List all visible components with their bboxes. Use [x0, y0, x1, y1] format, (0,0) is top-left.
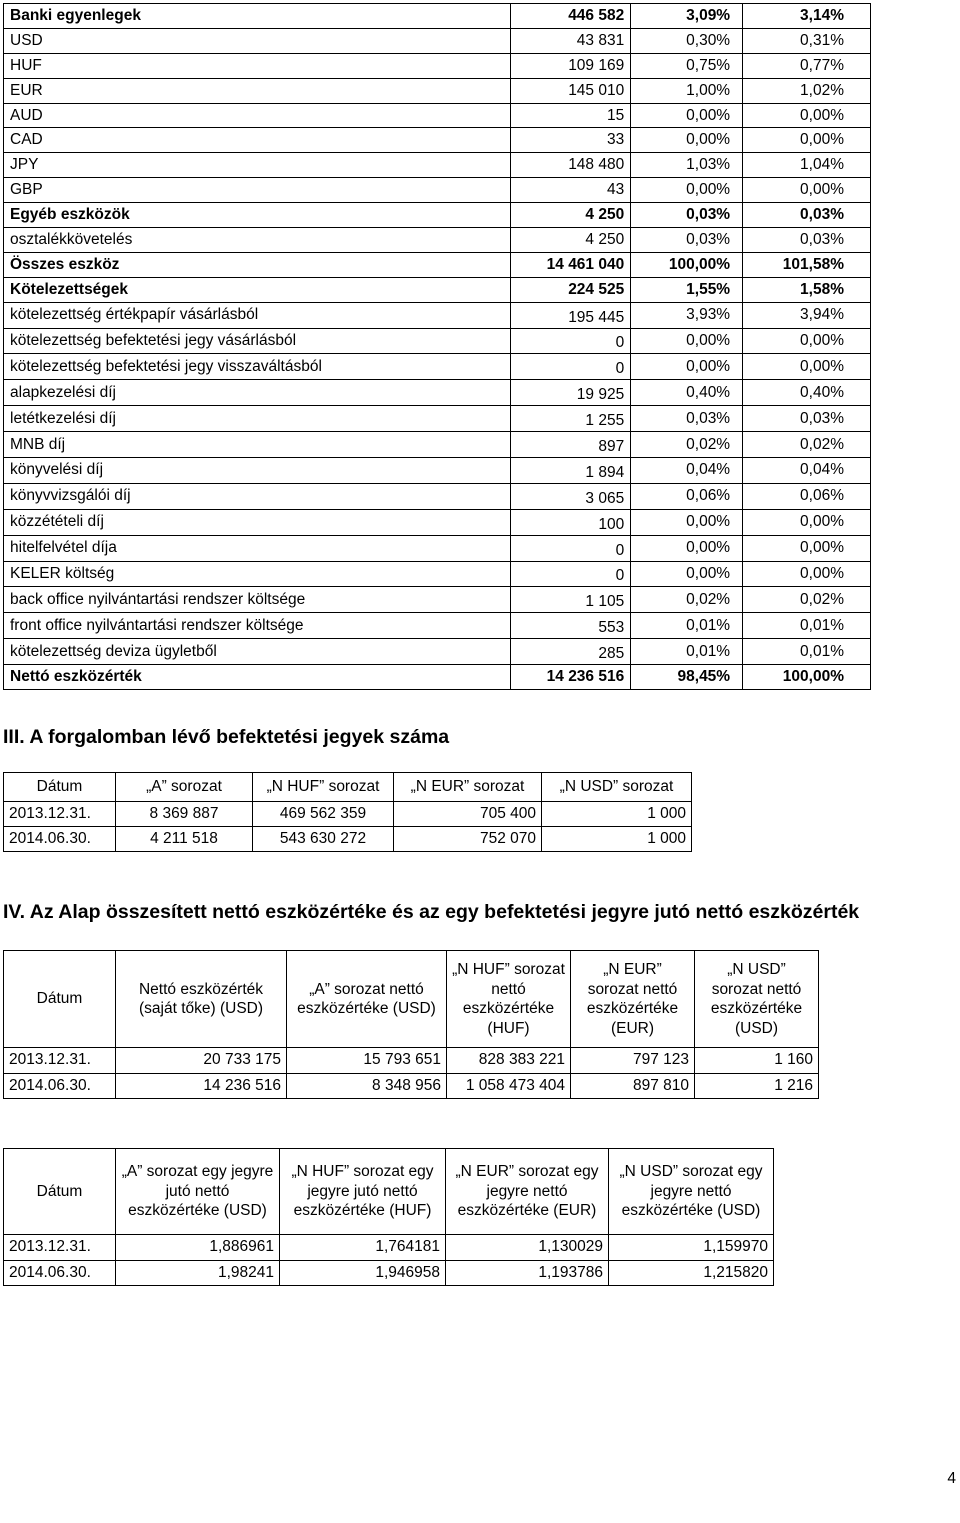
- net-asset-value-table: [3, 950, 819, 1099]
- table-row: [4, 277, 871, 302]
- row-percent: 0,06%: [631, 483, 743, 509]
- header-cell: Nettó eszközérték (saját tőke) (USD): [116, 951, 287, 1048]
- header-cell: „A” sorozat egy jegyre jutó nettó eszközértéke (USD): [116, 1149, 280, 1235]
- table-row: [4, 587, 871, 613]
- row-percent-alt: 0,03%: [743, 203, 871, 228]
- row-value: 446 582: [511, 4, 631, 29]
- row-label: letétkezelési díj: [4, 406, 511, 432]
- table-header-row: [4, 773, 692, 802]
- row-percent: 0,00%: [631, 354, 743, 380]
- header-cell: „N USD” sorozat nettó eszközértéke (USD): [695, 951, 819, 1048]
- value-cell: 8 369 887: [116, 802, 253, 827]
- header-cell: „A” sorozat nettó eszközértéke (USD): [287, 951, 447, 1048]
- header-cell: „N HUF” sorozat: [253, 773, 394, 802]
- row-label: kötelezettség befektetési jegy visszaváltásból: [4, 354, 511, 380]
- value-cell: 1,764181: [280, 1235, 446, 1261]
- table-row: [4, 665, 871, 690]
- header-cell: Dátum: [4, 773, 116, 802]
- row-percent: 3,93%: [631, 302, 743, 328]
- header-cell: „N HUF” sorozat egy jegyre jutó nettó eszközértéke (HUF): [280, 1149, 446, 1235]
- table-row: [4, 328, 871, 354]
- table-row: [4, 128, 871, 153]
- row-percent: 0,30%: [631, 28, 743, 53]
- row-value: 109 169: [511, 53, 631, 78]
- row-percent: 100,00%: [631, 252, 743, 277]
- table-row: [4, 458, 871, 484]
- page-number: 4: [947, 1470, 956, 1487]
- row-value: 0: [511, 354, 631, 380]
- table-row: [4, 827, 692, 852]
- row-label: GBP: [4, 178, 511, 203]
- row-percent-alt: 100,00%: [743, 665, 871, 690]
- row-percent: 1,03%: [631, 153, 743, 178]
- row-label: kötelezettség deviza ügyletből: [4, 639, 511, 665]
- row-percent: 0,75%: [631, 53, 743, 78]
- section-iv-title: IV. Az Alap összesített nettó eszközértéke és az egy befektetési jegyre jutó nettó eszközérték: [3, 901, 860, 923]
- table-row: [4, 406, 871, 432]
- table-row: [4, 509, 871, 535]
- row-label: Kötelezettségek: [4, 277, 511, 302]
- row-label: AUD: [4, 103, 511, 128]
- row-value: 19 925: [511, 380, 631, 406]
- row-label: Nettó eszközérték: [4, 665, 511, 690]
- value-cell: 15 793 651: [287, 1048, 447, 1074]
- row-percent-alt: 0,00%: [743, 178, 871, 203]
- row-percent-alt: 0,03%: [743, 228, 871, 253]
- value-cell: 1 000: [542, 827, 692, 852]
- row-percent: 0,03%: [631, 203, 743, 228]
- row-value: 195 445: [511, 302, 631, 328]
- table-row: [4, 1235, 774, 1261]
- table-row: [4, 802, 692, 827]
- row-percent: 98,45%: [631, 665, 743, 690]
- row-percent-alt: 1,58%: [743, 277, 871, 302]
- row-value: 145 010: [511, 78, 631, 103]
- row-percent-alt: 0,00%: [743, 354, 871, 380]
- value-cell: 4 211 518: [116, 827, 253, 852]
- row-percent-alt: 1,02%: [743, 78, 871, 103]
- value-cell: 1,215820: [609, 1260, 774, 1286]
- table-row: [4, 1073, 819, 1099]
- row-percent: 0,00%: [631, 178, 743, 203]
- row-value: 43 831: [511, 28, 631, 53]
- row-value: 1 255: [511, 406, 631, 432]
- date-cell: 2014.06.30.: [4, 1260, 116, 1286]
- table-row: [4, 483, 871, 509]
- value-cell: 897 810: [571, 1073, 695, 1099]
- row-percent-alt: 0,02%: [743, 432, 871, 458]
- row-value: 0: [511, 328, 631, 354]
- row-percent: 0,04%: [631, 458, 743, 484]
- value-cell: 1,98241: [116, 1260, 280, 1286]
- header-cell: „N EUR” sorozat egy jegyre nettó eszközértéke (EUR): [446, 1149, 609, 1235]
- row-label: MNB díj: [4, 432, 511, 458]
- value-cell: 752 070: [394, 827, 542, 852]
- table-row: [4, 78, 871, 103]
- row-value: 0: [511, 535, 631, 561]
- row-value: 0: [511, 561, 631, 587]
- date-cell: 2013.12.31.: [4, 1048, 116, 1074]
- table-row: [4, 535, 871, 561]
- row-label: KELER költség: [4, 561, 511, 587]
- value-cell: 797 123: [571, 1048, 695, 1074]
- row-percent: 0,02%: [631, 432, 743, 458]
- row-value: 43: [511, 178, 631, 203]
- row-percent-alt: 1,04%: [743, 153, 871, 178]
- table-row: [4, 380, 871, 406]
- row-label: HUF: [4, 53, 511, 78]
- row-percent: 0,00%: [631, 328, 743, 354]
- row-percent-alt: 3,14%: [743, 4, 871, 29]
- table-row: [4, 1260, 774, 1286]
- table-row: [4, 561, 871, 587]
- row-label: Összes eszköz: [4, 252, 511, 277]
- value-cell: 8 348 956: [287, 1073, 447, 1099]
- row-value: 15: [511, 103, 631, 128]
- row-value: 3 065: [511, 483, 631, 509]
- row-percent-alt: 0,03%: [743, 406, 871, 432]
- row-label: hitelfelvétel díja: [4, 535, 511, 561]
- row-percent: 0,00%: [631, 128, 743, 153]
- row-percent: 0,02%: [631, 587, 743, 613]
- row-percent: 0,00%: [631, 509, 743, 535]
- section-iii-title: III. A forgalomban lévő befektetési jegyek száma: [3, 726, 450, 748]
- table-row: [4, 28, 871, 53]
- row-value: 224 525: [511, 277, 631, 302]
- row-percent-alt: 0,00%: [743, 535, 871, 561]
- table-header-row: [4, 1149, 774, 1235]
- row-percent-alt: 3,94%: [743, 302, 871, 328]
- table-row: [4, 252, 871, 277]
- value-cell: 469 562 359: [253, 802, 394, 827]
- row-label: könyvelési díj: [4, 458, 511, 484]
- row-label: Banki egyenlegek: [4, 4, 511, 29]
- header-cell: „N USD” sorozat egy jegyre nettó eszközértéke (USD): [609, 1149, 774, 1235]
- row-percent: 0,00%: [631, 535, 743, 561]
- table-row: [4, 432, 871, 458]
- nav-per-unit-table: [3, 1148, 774, 1286]
- header-cell: „N HUF” sorozat nettó eszközértéke (HUF): [447, 951, 571, 1048]
- row-percent-alt: 0,00%: [743, 509, 871, 535]
- row-percent-alt: 0,31%: [743, 28, 871, 53]
- table-row: [4, 228, 871, 253]
- table-row: [4, 203, 871, 228]
- value-cell: 1 058 473 404: [447, 1073, 571, 1099]
- table-row: [4, 53, 871, 78]
- date-cell: 2013.12.31.: [4, 1235, 116, 1261]
- row-percent: 1,55%: [631, 277, 743, 302]
- date-cell: 2014.06.30.: [4, 827, 116, 852]
- row-label: közzétételi díj: [4, 509, 511, 535]
- header-cell: Dátum: [4, 951, 116, 1048]
- header-cell: „N EUR” sorozat: [394, 773, 542, 802]
- row-value: 14 461 040: [511, 252, 631, 277]
- row-label: könyvvizsgálói díj: [4, 483, 511, 509]
- value-cell: 20 733 175: [116, 1048, 287, 1074]
- row-percent: 0,00%: [631, 103, 743, 128]
- row-value: 897: [511, 432, 631, 458]
- row-value: 148 480: [511, 153, 631, 178]
- row-label: JPY: [4, 153, 511, 178]
- row-percent: 0,03%: [631, 228, 743, 253]
- row-label: osztalékkövetelés: [4, 228, 511, 253]
- row-percent: 1,00%: [631, 78, 743, 103]
- value-cell: 1,159970: [609, 1235, 774, 1261]
- table-row: [4, 153, 871, 178]
- value-cell: 1,193786: [446, 1260, 609, 1286]
- table-header-row: [4, 951, 819, 1048]
- asset-breakdown-table: [3, 3, 871, 690]
- row-percent: 0,01%: [631, 639, 743, 665]
- value-cell: 1,946958: [280, 1260, 446, 1286]
- row-label: alapkezelési díj: [4, 380, 511, 406]
- table-row: [4, 354, 871, 380]
- header-cell: „A” sorozat: [116, 773, 253, 802]
- header-cell: „N USD” sorozat: [542, 773, 692, 802]
- row-label: EUR: [4, 78, 511, 103]
- row-percent-alt: 0,00%: [743, 328, 871, 354]
- row-value: 285: [511, 639, 631, 665]
- row-label: front office nyilvántartási rendszer költsége: [4, 613, 511, 639]
- row-percent-alt: 0,02%: [743, 587, 871, 613]
- table-row: [4, 103, 871, 128]
- value-cell: 1,130029: [446, 1235, 609, 1261]
- row-percent: 0,40%: [631, 380, 743, 406]
- value-cell: 543 630 272: [253, 827, 394, 852]
- row-value: 33: [511, 128, 631, 153]
- row-label: USD: [4, 28, 511, 53]
- value-cell: 705 400: [394, 802, 542, 827]
- header-cell: Dátum: [4, 1149, 116, 1235]
- date-cell: 2013.12.31.: [4, 802, 116, 827]
- value-cell: 1 160: [695, 1048, 819, 1074]
- row-percent-alt: 0,00%: [743, 128, 871, 153]
- date-cell: 2014.06.30.: [4, 1073, 116, 1099]
- row-value: 553: [511, 613, 631, 639]
- row-percent-alt: 0,04%: [743, 458, 871, 484]
- row-percent-alt: 0,00%: [743, 103, 871, 128]
- row-value: 4 250: [511, 228, 631, 253]
- row-label: Egyéb eszközök: [4, 203, 511, 228]
- value-cell: 1,886961: [116, 1235, 280, 1261]
- table-row: [4, 613, 871, 639]
- value-cell: 828 383 221: [447, 1048, 571, 1074]
- value-cell: 14 236 516: [116, 1073, 287, 1099]
- value-cell: 1 000: [542, 802, 692, 827]
- table-row: [4, 639, 871, 665]
- row-percent: 0,01%: [631, 613, 743, 639]
- row-label: kötelezettség értékpapír vásárlásból: [4, 302, 511, 328]
- row-value: 1 105: [511, 587, 631, 613]
- row-percent-alt: 0,77%: [743, 53, 871, 78]
- units-outstanding-table: [3, 772, 692, 852]
- table-row: [4, 4, 871, 29]
- table-row: [4, 1048, 819, 1074]
- row-percent-alt: 0,06%: [743, 483, 871, 509]
- row-percent: 0,03%: [631, 406, 743, 432]
- row-percent-alt: 0,01%: [743, 613, 871, 639]
- header-cell: „N EUR” sorozat nettó eszközértéke (EUR): [571, 951, 695, 1048]
- row-label: back office nyilvántartási rendszer költsége: [4, 587, 511, 613]
- value-cell: 1 216: [695, 1073, 819, 1099]
- row-percent-alt: 0,01%: [743, 639, 871, 665]
- row-value: 1 894: [511, 458, 631, 484]
- row-percent-alt: 101,58%: [743, 252, 871, 277]
- table-row: [4, 302, 871, 328]
- table-row: [4, 178, 871, 203]
- row-value: 100: [511, 509, 631, 535]
- row-percent-alt: 0,00%: [743, 561, 871, 587]
- row-value: 4 250: [511, 203, 631, 228]
- row-label: CAD: [4, 128, 511, 153]
- row-percent: 0,00%: [631, 561, 743, 587]
- row-percent: 3,09%: [631, 4, 743, 29]
- row-percent-alt: 0,40%: [743, 380, 871, 406]
- row-value: 14 236 516: [511, 665, 631, 690]
- row-label: kötelezettség befektetési jegy vásárlásból: [4, 328, 511, 354]
